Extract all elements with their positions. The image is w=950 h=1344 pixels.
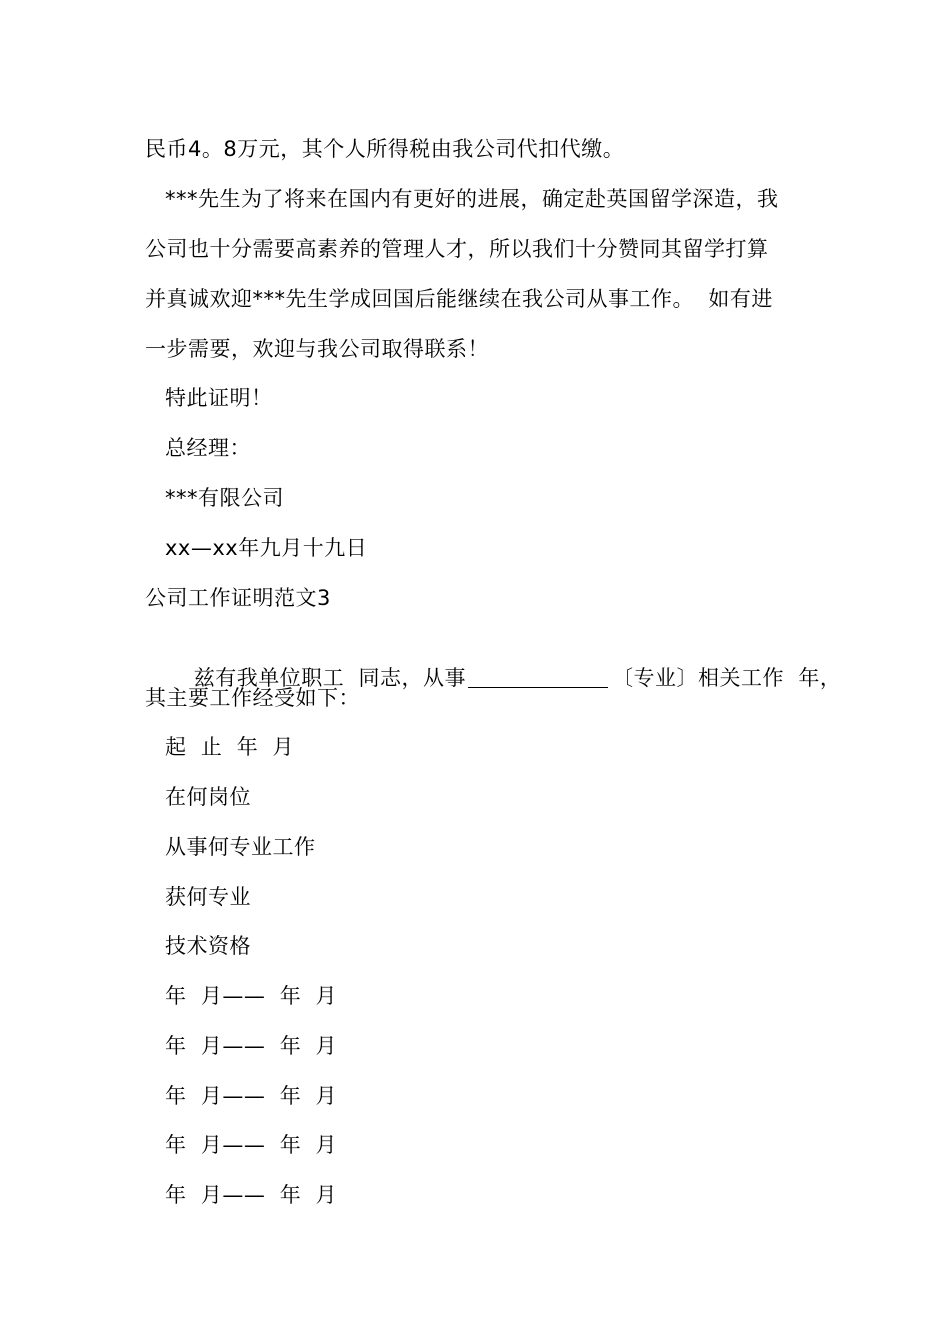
fill-in-line (165, 633, 842, 690)
paragraph-line: 公司也十分需要高素养的管理人才，所以我们十分赞同其留学打算 (145, 237, 769, 261)
paragraph-line: ***先生为了将来在国内有更好的进展，确定赴英国留学深造，我 (165, 187, 779, 211)
paragraph-line: 并真诚欢迎***先生学成回国后能继续在我公司从事工作。 如有进 (145, 287, 773, 311)
table-header-work: 从事何专业工作 (165, 835, 316, 859)
certify-line: 特此证明！ (165, 386, 273, 410)
section-title: 公司工作证明范文3 (145, 586, 331, 610)
period-row: 年 月—— 年 月 (165, 984, 338, 1008)
fill-in-text-after: 〔专业〕相关工作 年， (612, 666, 842, 690)
period-row: 年 月—— 年 月 (165, 1133, 338, 1157)
paragraph-line: 其主要工作经受如下： (145, 686, 360, 710)
period-row: 年 月—— 年 月 (165, 1084, 338, 1108)
period-row: 年 月—— 年 月 (165, 1034, 338, 1058)
manager-line: 总经理： (165, 436, 251, 460)
blank-underline (468, 667, 608, 688)
date-line: xx—xx年九月十九日 (165, 536, 368, 560)
paragraph-line: 民币4。8万元，其个人所得税由我公司代扣代缴。 (145, 137, 625, 161)
table-header-position: 在何岗位 (165, 785, 251, 809)
paragraph-line: 一步需要，欢迎与我公司取得联系！ (145, 337, 489, 361)
fill-in-text-before: 兹有我单位职工 同志，从事 (193, 666, 467, 690)
company-name: ***有限公司 (165, 486, 284, 510)
table-header-qualification: 技术资格 (165, 934, 251, 958)
table-header-period: 起 止 年 月 (165, 735, 295, 759)
table-header-specialty: 获何专业 (165, 885, 251, 909)
period-row: 年 月—— 年 月 (165, 1183, 338, 1207)
